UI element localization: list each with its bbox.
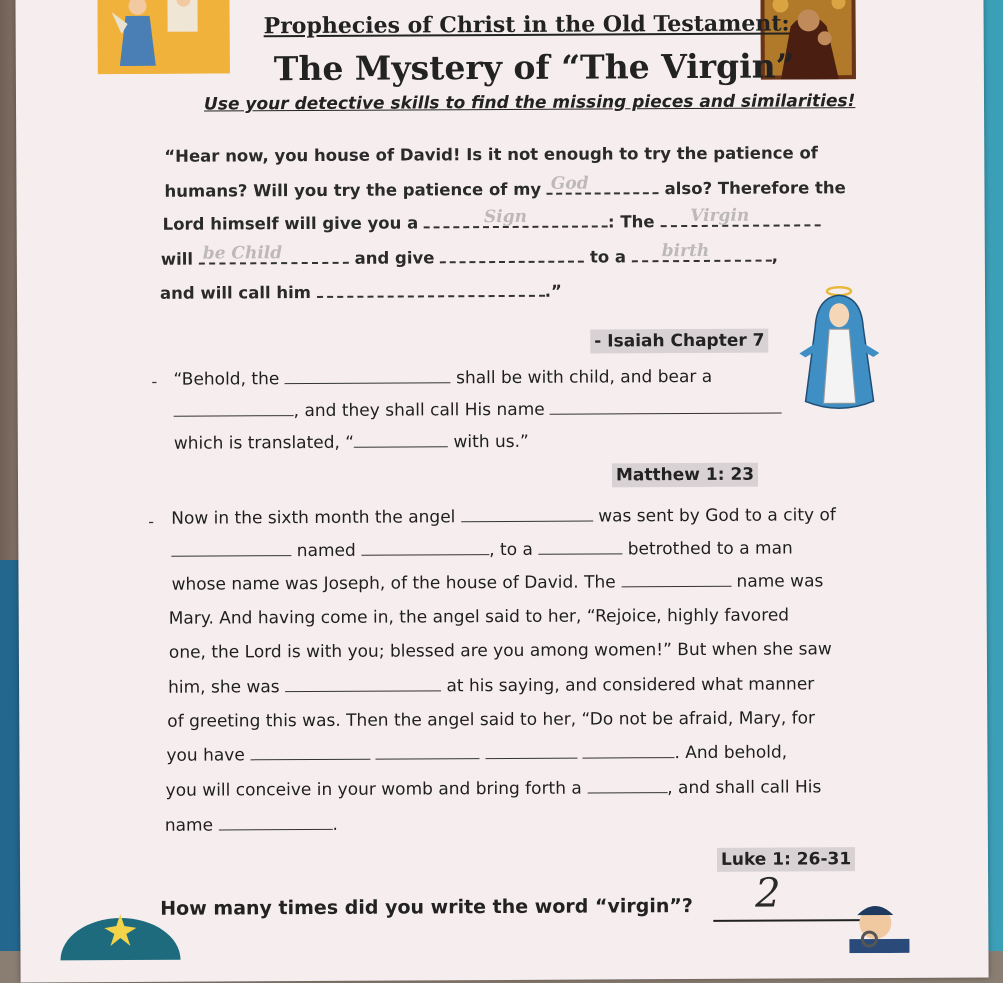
blank-luke-troubled[interactable] bbox=[285, 676, 441, 692]
blank-luke-favor[interactable] bbox=[376, 744, 480, 760]
matthew-reference: Matthew 1: 23 bbox=[612, 463, 758, 488]
blank-sign[interactable] bbox=[424, 206, 608, 228]
blank-matthew-name[interactable] bbox=[550, 399, 782, 415]
matthew-line-2: , and they shall call His name bbox=[174, 399, 783, 422]
handwritten-answer: 2 bbox=[755, 870, 781, 917]
blank-birth[interactable] bbox=[632, 240, 772, 263]
handwriting-sign: Sign bbox=[483, 206, 527, 228]
luke-line-5: one, the Lord is with you; blessed are you among women!” But when she saw bbox=[168, 639, 832, 663]
blank-luke-galilee[interactable] bbox=[171, 541, 291, 557]
blank-luke-son[interactable] bbox=[587, 778, 667, 793]
handwriting-virgin: Virgin bbox=[690, 205, 750, 227]
blank-conceive[interactable] bbox=[199, 243, 349, 265]
luke-line-8: you have . And behold, bbox=[166, 742, 788, 766]
isaiah-line-3: Lord himself will give you a Sign : The Virgin bbox=[163, 210, 821, 233]
blank-luke-god[interactable] bbox=[582, 743, 674, 758]
blank-name[interactable] bbox=[317, 281, 545, 298]
mary-illustration bbox=[799, 283, 880, 418]
handwriting-god: God bbox=[550, 173, 589, 194]
matthew-line-3: which is translated, “ with us.” bbox=[173, 431, 529, 454]
blank-luke-found[interactable] bbox=[250, 745, 370, 761]
blank-give[interactable] bbox=[440, 247, 584, 264]
matthew-line-1: “Behold, the shall be with child, and bear a bbox=[173, 366, 713, 390]
subtitle: Use your detective skills to find the missing pieces and similarities! bbox=[203, 91, 856, 115]
angel-illustration bbox=[97, 0, 229, 74]
blank-virgin[interactable] bbox=[660, 205, 820, 227]
luke-line-7: of greeting this was. Then the angel said to her, “Do not be afraid, Mary, for bbox=[167, 708, 816, 732]
blank-matthew-virgin[interactable] bbox=[285, 368, 451, 384]
blank-luke-virgins[interactable] bbox=[621, 572, 731, 588]
worksheet-paper bbox=[15, 0, 988, 983]
title-top: Prophecies of Christ in the Old Testament: bbox=[263, 10, 790, 40]
isaiah-line-4: will be Child and give to a birth , bbox=[160, 240, 779, 269]
luke-line-2: named , to a betrothed to a man bbox=[171, 538, 793, 561]
answer-blank[interactable] bbox=[713, 919, 863, 922]
luke-line-1: Now in the sixth month the angel was sent by God to a city of bbox=[171, 505, 836, 529]
star-decoration bbox=[60, 900, 180, 961]
blank-god[interactable] bbox=[547, 173, 659, 195]
blank-matthew-son[interactable] bbox=[174, 401, 294, 417]
blank-luke-with[interactable] bbox=[485, 744, 577, 759]
luke-line-9: you will conceive in your womb and bring forth a , and shall call His bbox=[165, 777, 822, 801]
handwriting-birth: birth bbox=[661, 240, 710, 262]
isaiah-reference: - Isaiah Chapter 7 bbox=[590, 329, 768, 354]
bullet-luke: - bbox=[148, 511, 155, 531]
blank-luke-nazareth[interactable] bbox=[361, 540, 489, 556]
blank-matthew-god[interactable] bbox=[354, 432, 448, 447]
question-text: How many times did you write the word “virgin”? bbox=[160, 895, 693, 920]
isaiah-line-5: and will call him .” bbox=[159, 281, 562, 303]
luke-line-10: name . bbox=[164, 814, 338, 836]
luke-line-3: whose name was Joseph, of the house of David. The name was bbox=[171, 571, 824, 595]
blank-luke-virgin[interactable] bbox=[538, 539, 622, 554]
isaiah-line-1: “Hear now, you house of David! Is it not enough to try the patience of bbox=[164, 143, 818, 166]
luke-line-4: Mary. And having come in, the angel said to her, “Rejoice, highly favored bbox=[168, 605, 790, 629]
blank-luke-angel[interactable] bbox=[461, 507, 593, 523]
handwriting-conceive: be Child bbox=[202, 243, 283, 264]
blank-luke-jesus[interactable] bbox=[218, 815, 332, 831]
title-main: The Mystery of “The Virgin” bbox=[273, 46, 795, 89]
luke-line-6: him, she was at his saying, and considered what manner bbox=[168, 674, 815, 698]
luke-reference: Luke 1: 26-31 bbox=[717, 847, 855, 872]
bullet-matthew: - bbox=[151, 371, 158, 391]
isaiah-line-2: humans? Will you try the patience of my God also? Therefore the bbox=[164, 173, 846, 201]
detective-illustration bbox=[845, 893, 920, 953]
